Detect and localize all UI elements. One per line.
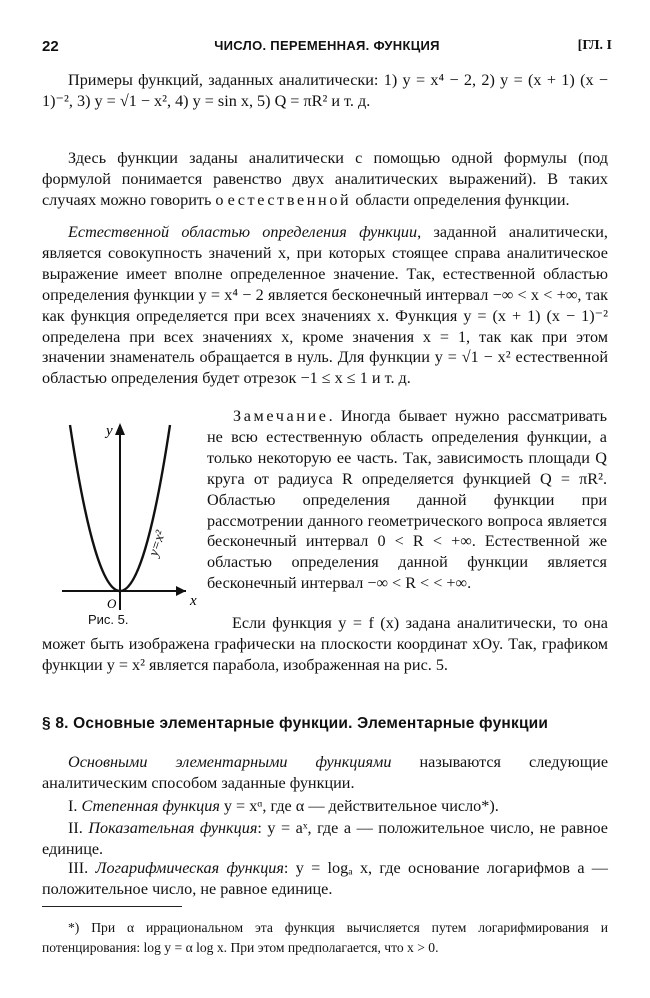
- x-axis-arrow-icon: [176, 586, 186, 596]
- item-text: : y = logₐ x, где основание логарифмов a — положительное число, не равное единице.: [42, 859, 608, 898]
- paragraph-basic-text: называются следующие аналитическим способом заданные функции.: [42, 753, 609, 792]
- term-natural-domain: Естественной областью определения функции: [68, 223, 418, 241]
- item-text: : y = aˣ, где a — положительное число, не равное единице.: [42, 819, 608, 858]
- chapter-marker: [ГЛ. I: [577, 38, 612, 53]
- curve-label: y=x²: [146, 528, 169, 559]
- item-name: Логарифмическая функция: [95, 859, 284, 877]
- paragraph-definition-text: , заданной аналитически, является совокупность значений x, при которых стоящее справа аналитическое выражение имеет вполне определенное значение. Так, естественной областью определения функции y = x⁴ − 2 является бесконечный интервал −∞ < x < +∞, так как функция определяется при всех значениях x. Функция y = (x + 1) (x − 1)⁻² определена при всех значениях x, кроме значения x = 1, так как при этом значении знаменатель обращается в нуль. Для функции y = √1 − x² естественной областью определения будет отрезок −1 ≤ x ≤ 1 и т. д.: [42, 223, 608, 388]
- paragraph-graph: Если функция y = f (x) задана аналитически, то она может быть изображена графически на плоскости координат xOy. Так, графиком функции y = x² является парабола, изображенная на рис. 5.: [42, 614, 608, 674]
- parabola-figure: [52, 415, 202, 625]
- section-heading: § 8. Основные элементарные функции. Элементарные функции: [42, 715, 549, 732]
- item-number: I.: [68, 797, 78, 815]
- item-name: Показательная функция: [88, 819, 258, 837]
- list-item-power: [42, 796, 608, 817]
- list-item-exponential: [42, 818, 608, 860]
- item-number: II.: [68, 819, 83, 837]
- paragraph-examples: Примеры функций, заданных аналитически: 1) y = x⁴ − 2, 2) y = (x + 1) (x − 1)⁻², 3) y = √1 − x², 4) y = sin x, 5) Q = πR² и т. д.: [42, 71, 608, 110]
- remark-label: Замечание: [233, 407, 329, 425]
- page-number: 22: [42, 38, 59, 55]
- x-axis-label: x: [190, 593, 197, 609]
- y-axis-label: y: [106, 423, 113, 439]
- paragraph-analytic-end: области определения функции.: [351, 190, 570, 209]
- origin-label: O: [107, 596, 117, 611]
- paragraph-basic-functions: [42, 752, 608, 794]
- item-name: Степенная функция: [81, 797, 220, 815]
- paragraph-definition: [42, 222, 608, 389]
- item-number: III.: [68, 859, 89, 877]
- figure-caption: Рис. 5.: [88, 612, 129, 627]
- running-header: [42, 38, 612, 60]
- paragraph-remark: [207, 406, 607, 594]
- footnote: *) При α иррациональном эта функция вычисляется путем логарифмирования и потенцирования: log y = α log x. При этом предполагается, что x > 0.: [42, 920, 608, 955]
- list-item-logarithmic: [42, 858, 608, 900]
- item-text: y = xᵅ, где α — действительное число*).: [219, 797, 499, 815]
- emphasis-natural: естественной: [227, 190, 352, 209]
- paragraph-analytic: [42, 148, 608, 211]
- term-basic-functions: Основными элементарными функциями: [68, 753, 392, 771]
- remark-text: . Иногда бывает нужно рассматривать не всю естественную область определения функции, а только некоторую ее часть. Так, зависимость площади Q круга от радиуса R определяется функцией Q = πR². Областью определения данной функции при рассмотрении данного геометрического вопроса является бесконечный интервал 0 < R < +∞. Естественной же областью определения данной функции является бесконечный интервал −∞ < R < < +∞.: [207, 407, 607, 593]
- y-axis-arrow-icon: [115, 423, 125, 435]
- paragraph-analytic-text: Здесь функции заданы аналитически с помощью одной формулы (под формулой понимается равенство двух аналитических выражений). В таких случаях можно говорить о: [42, 149, 608, 209]
- running-title: ЧИСЛО. ПЕРЕМЕННАЯ. ФУНКЦИЯ: [214, 38, 440, 53]
- footnote-divider: [42, 906, 182, 907]
